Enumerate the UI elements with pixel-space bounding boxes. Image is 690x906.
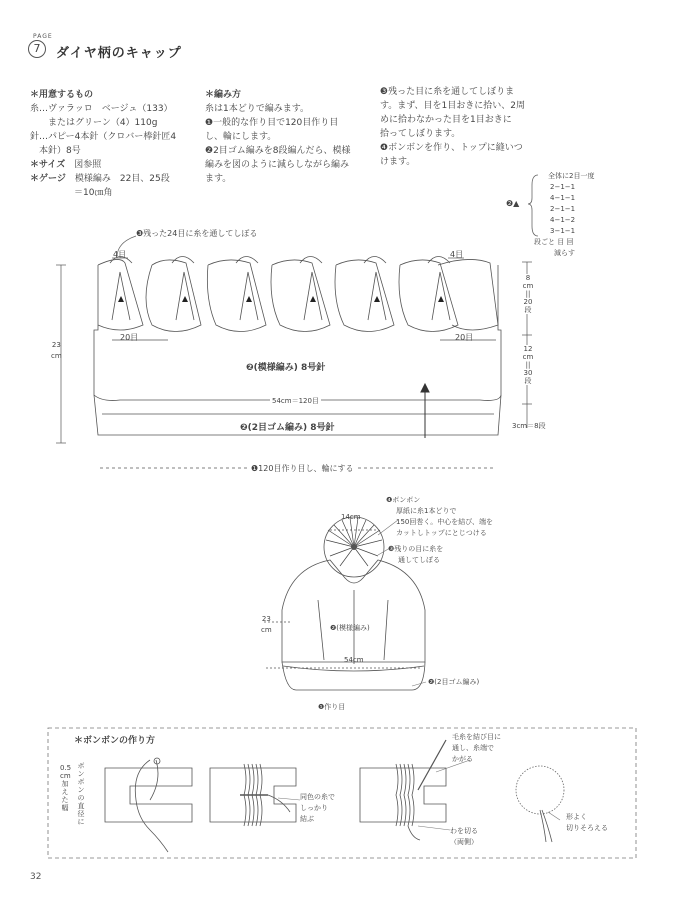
rib-label: ❷(2目ゴム編み) 8号針 [240,423,335,433]
card-label-char: ン [77,770,85,778]
yarn-note-line: 通し、糸端で [452,744,494,752]
method-heading: ＊編み方 [205,90,242,100]
decrease-line: 4−1−1 [550,194,576,202]
side-top-v: 8 [525,274,531,282]
width-label: 54cm＝120目 [272,397,319,405]
pattern-label: ❷(模様編み) 8号針 [246,363,326,373]
side-top-ru: 段 [524,306,532,314]
materials-line: 糸…ヴァラッロ ベージュ（133） [30,104,173,114]
page-footer-number: 32 [30,872,42,882]
method-line: ❷2目ゴム編みを8段編んだら、模様 [205,146,351,156]
hat-height [261,614,272,636]
card-label-char: 幅 [61,804,69,812]
decrease-line: 2−1−1 [550,205,576,213]
card-label-char: ボ [77,778,85,786]
chart-outline [94,257,501,436]
side-mid-u: cm [522,353,534,361]
card-label-char: 径 [77,810,85,818]
card-label-char: cm [60,772,71,780]
side-mid-r: 30 [523,369,533,377]
page-title: ダイヤ柄のキャップ [56,46,182,61]
mid-left-stitch: 20目 [120,333,139,342]
materials-heading: ＊用意するもの [30,90,94,100]
gauge-value-2: ＝10㎝角 [74,188,113,198]
method2-line: めに拾わなかった目を1目おきに [380,115,512,125]
trim-note-line: 切りそろえる [566,824,608,832]
method-line: ❶一般的な作り目で120目作り目 [205,118,339,128]
page-label: PAGE [33,33,53,40]
size-label: ＊サイズ [30,160,66,170]
card-label-1 [60,764,70,812]
gauge-label: ＊ゲージ [30,174,66,184]
decrease-line: 減らす [554,249,575,257]
side-mid-dim [520,345,536,385]
method-line: 糸は1本どりで編みます。 [205,104,310,114]
height-unit: cm [51,352,62,360]
tie-note-line: 結ぶ [300,815,314,823]
height-value: 23 [51,341,61,349]
method2-line: 拾ってしぼります。 [380,129,461,139]
hat-cast-on-label: ❶作り目 [318,703,346,711]
cut-note-line: （両側） [450,838,478,846]
side-mid-eq: || [525,361,531,369]
pompom-width: 14cm [341,513,361,521]
materials-line: 針…パピー4本針（クロバー棒針匠4 [30,132,177,142]
side-top-u: cm [522,282,534,290]
pompom-ball-icon [516,766,564,842]
trim-note [566,812,608,834]
tie-note-line: 同色の糸で [300,793,335,801]
top-left-stitch: 4目 [113,250,127,259]
yarn-note-line: かがる [452,755,473,763]
hat-pattern-label: ❷(模様編み) [330,624,370,632]
pompom-note [386,495,493,539]
pompom-note-line: 150回巻く。中心を結び、端を [396,518,493,526]
yarn-note [452,732,501,765]
arrow-up-icon [421,384,429,438]
hat-rib-label: ❷(2目ゴム編み) [428,678,480,686]
pompom-card-3 [360,740,446,840]
hat-width-label: 54cm [344,656,364,664]
method-line: 編みを図のように減らしながら編み [205,160,350,170]
materials-line: またはグリーン（4）110g [30,118,158,128]
cut-note [450,826,478,848]
gauge-value: 模様編み 22目、25段 [74,174,170,184]
method-line: し、輪にします。 [205,132,277,142]
trim-note-line: 形よく [566,813,587,821]
decrease-line: 2−1−1 [550,183,576,191]
pompom-howto-title: ＊ボンボンの作り方 [74,736,156,746]
hat-height-unit: cm [261,626,272,634]
pompom-note-line: ❹ボンボン [386,496,421,504]
side-mid-ru: 段 [524,377,532,385]
card-label-char: 0.5 [60,764,72,772]
pompom-note-line: 厚紙に糸1本どりで [396,507,457,515]
cast-on-label: ❶120目作り目し、輪にする [248,463,356,474]
card-label-char: ボ [77,762,85,770]
size-value: 図参照 [74,160,102,170]
top-right-stitch: 4目 [450,250,464,259]
pompom-card-1 [105,758,192,852]
cut-note-line: わを切る [450,827,478,835]
decrease-marks [118,296,444,302]
card-label-char: に [77,818,85,826]
card-label-2 [76,762,86,826]
method2-line: ❹ボンボンを作り、トップに縫いつ [380,143,523,153]
side-bottom-dim: 3cm＝8段 [512,422,546,430]
side-mid-v: 12 [523,345,533,353]
card-label-char: 加 [61,780,69,788]
decrease-marker: ❷▲ [506,199,520,208]
decrease-line: 段ごと 目 回 [534,238,574,246]
height-total [51,340,62,362]
method2-line: す。まず、目を1目おきに拾い、2周 [380,101,526,111]
gather-note-line: 通してしぼる [398,556,440,564]
card-label-char: の [77,794,85,802]
pompom-note-line: カットしトップにとじつける [396,529,487,537]
page-number-badge: 7 [28,40,46,58]
gather-note-line: ❸残りの目に糸を [388,545,444,553]
card-label-char: え [61,788,69,796]
side-top-r: 20 [523,298,533,306]
method-line: ます。 [205,174,232,184]
card-label-char: 直 [77,802,85,810]
height-dimension [56,262,532,443]
decrease-line: 全体に2目一度 [548,172,595,180]
tie-note [300,792,335,825]
method2-line: ❸残った目に糸を通してしぼりま [380,87,515,97]
gather-note [388,544,443,566]
pompom-card-2 [210,764,296,826]
side-top-eq: || [525,290,531,298]
top-note: ❸残った24目に糸を通してしぼる [136,229,258,238]
yarn-note-line: 毛糸を結び目に [452,733,501,741]
hat-height-value: 23 [261,615,271,623]
card-label-char: た [61,796,69,804]
mid-right-stitch: 20目 [455,333,474,342]
materials-line: 本針）8号 [30,146,81,156]
decrease-line: 4−1−2 [550,216,576,224]
side-top-dim [520,274,536,314]
card-label-char: ン [77,786,85,794]
decrease-brace [528,175,538,236]
method2-line: けます。 [380,157,416,167]
decrease-line: 3−1−1 [550,227,576,235]
tie-note-line: しっかり [300,804,328,812]
